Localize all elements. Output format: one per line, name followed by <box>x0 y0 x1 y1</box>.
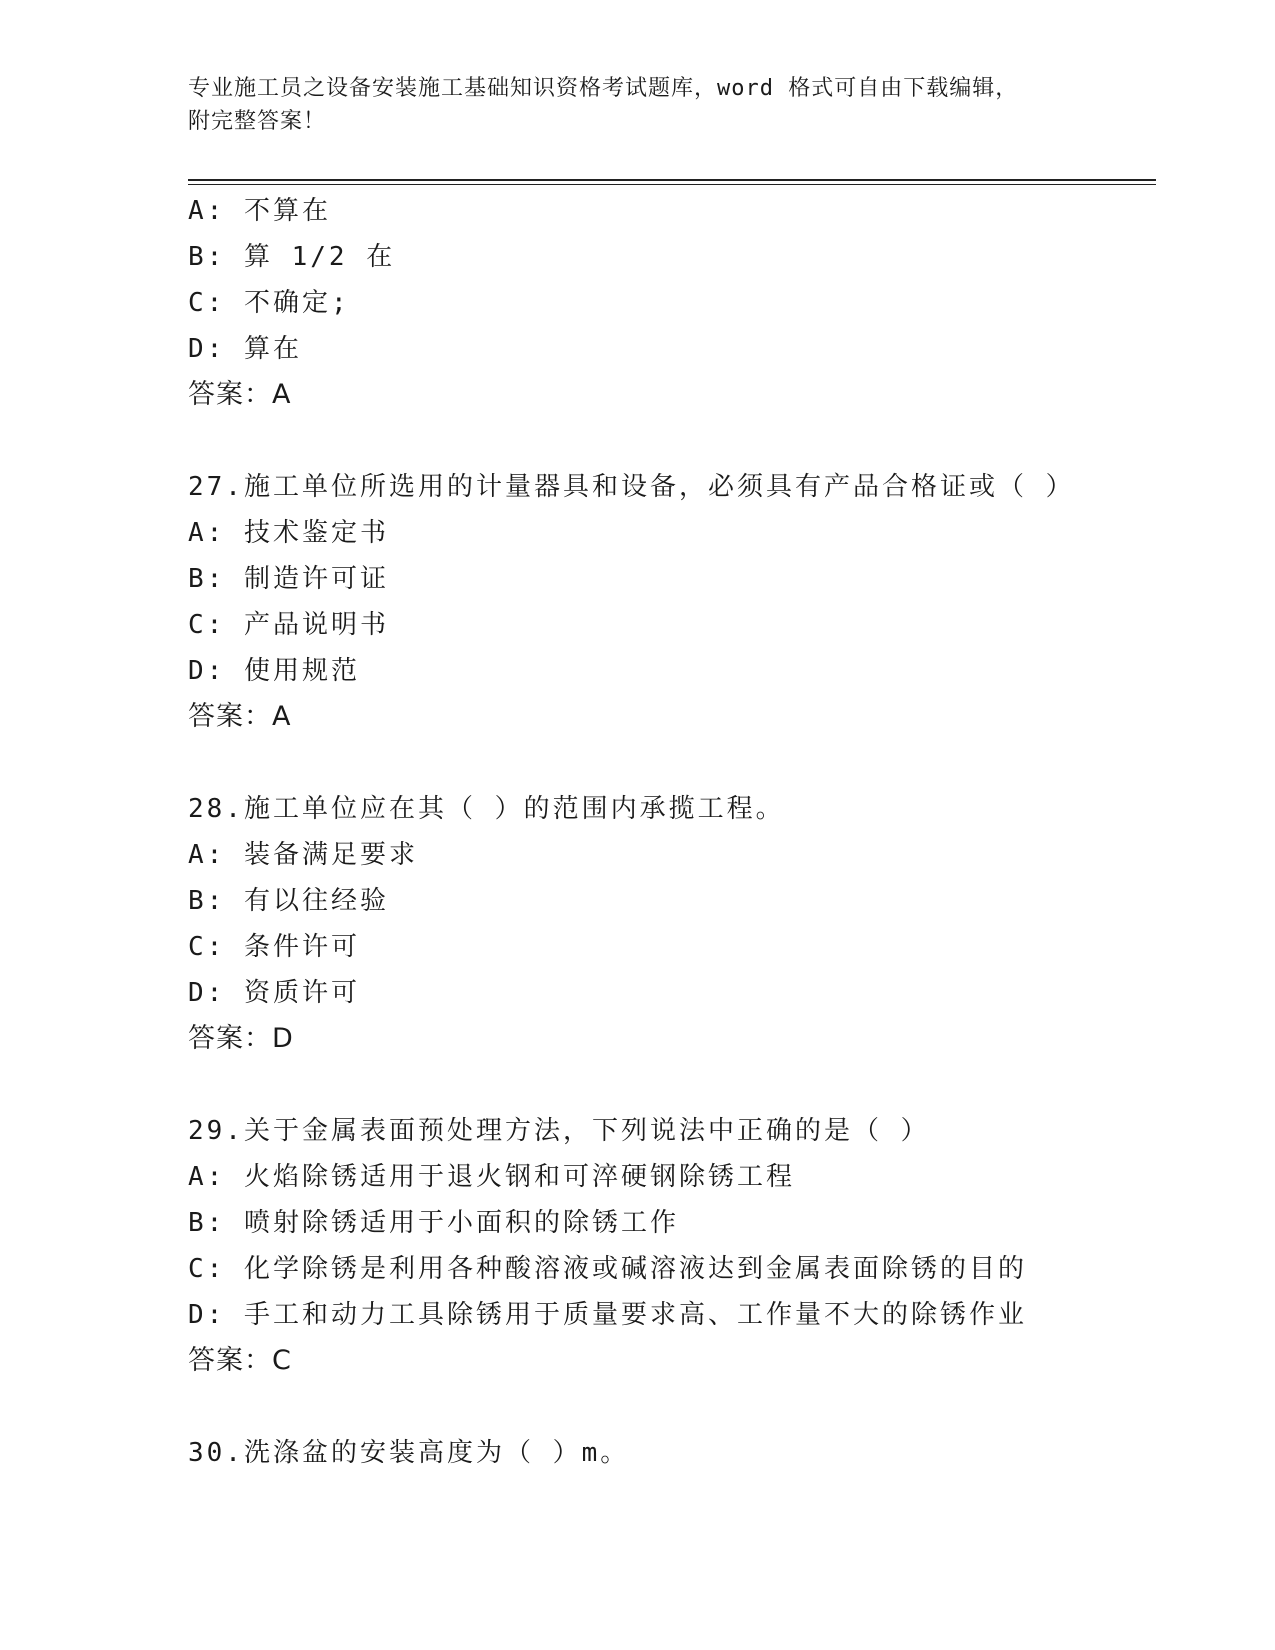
option-d: D: 使用规范 <box>188 656 360 686</box>
option-d: D: 算在 <box>188 334 302 364</box>
answer-line: 答案：C <box>188 1345 292 1376</box>
option-b: B: 算 1/2 在 <box>188 242 396 272</box>
option-d: D: 手工和动力工具除锈用于质量要求高、工作量不大的除锈作业 <box>188 1300 1027 1330</box>
question-stem: 30.洗涤盆的安装高度为（ ）m。 <box>188 1438 630 1468</box>
spacer <box>188 740 1158 786</box>
answer-line: 答案：D <box>188 1023 294 1054</box>
question-stem: 27.施工单位所选用的计量器具和设备，必须具有产品合格证或（ ） <box>188 472 1075 502</box>
option-a: A: 装备满足要求 <box>188 840 418 870</box>
answer-line: 答案：A <box>188 701 292 732</box>
answer-line: 答案：A <box>188 379 292 410</box>
header-line-2: 附完整答案！ <box>188 109 327 134</box>
option-b: B: 喷射除锈适用于小面积的除锈工作 <box>188 1208 679 1238</box>
spacer <box>188 1384 1158 1430</box>
question-26-tail <box>188 188 1158 418</box>
option-a: A: 技术鉴定书 <box>188 518 389 548</box>
question-30 <box>188 1430 1158 1476</box>
option-a: A: 火焰除锈适用于退火钢和可淬硬钢除锈工程 <box>188 1162 795 1192</box>
option-c: C: 不确定; <box>188 288 350 318</box>
document-header <box>188 72 1088 138</box>
question-list <box>188 188 1158 1476</box>
option-b: B: 制造许可证 <box>188 564 389 594</box>
option-b: B: 有以往经验 <box>188 886 389 916</box>
question-27 <box>188 464 1158 740</box>
spacer <box>188 1062 1158 1108</box>
option-c: C: 产品说明书 <box>188 610 389 640</box>
header-line-1: 专业施工员之设备安装施工基础知识资格考试题库，word 格式可自由下载编辑， <box>188 76 1019 101</box>
question-stem: 28.施工单位应在其（ ）的范围内承揽工程。 <box>188 794 785 824</box>
option-c: C: 化学除锈是利用各种酸溶液或碱溶液达到金属表面除锈的目的 <box>188 1254 1027 1284</box>
option-d: D: 资质许可 <box>188 978 360 1008</box>
option-a: A: 不算在 <box>188 196 331 226</box>
header-divider <box>188 179 1156 185</box>
question-28 <box>188 786 1158 1062</box>
question-29 <box>188 1108 1158 1384</box>
question-stem: 29.关于金属表面预处理方法，下列说法中正确的是（ ） <box>188 1116 930 1146</box>
spacer <box>188 418 1158 464</box>
option-c: C: 条件许可 <box>188 932 360 962</box>
